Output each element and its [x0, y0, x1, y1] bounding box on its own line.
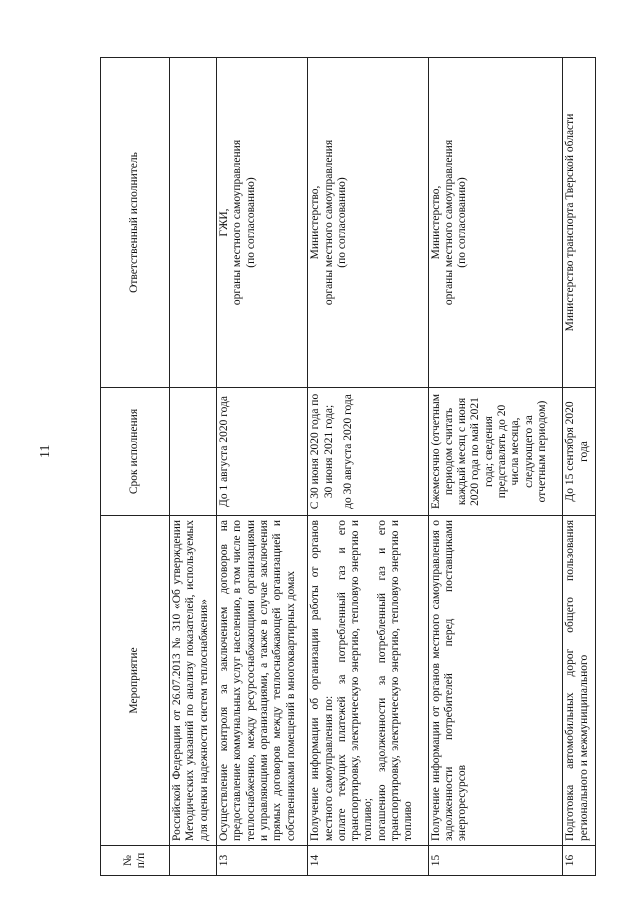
row-number	[170, 846, 217, 876]
row-number: 16	[563, 846, 596, 876]
row-term: Ежемесячно (отчетным периодом считать каждый месяц с июня 2020 года по май 2021 года; сведения представлять до 20 числа месяца, следующего за отчетным периодом)	[428, 388, 563, 516]
task-line: погашению задолженности за потребленный газ и его транспортировку, электрическую энергию, тепловую энергию и топливо	[375, 520, 415, 841]
header-number: № п/п	[101, 846, 170, 876]
row-term	[308, 388, 428, 516]
row-executor	[217, 58, 308, 388]
row-number: 14	[308, 846, 428, 876]
executor-line: Министерство,	[429, 185, 442, 260]
table-row	[308, 58, 428, 876]
row-executor	[170, 58, 217, 388]
page-number: 11	[38, 444, 53, 458]
executor-line: органы местного самоуправления	[442, 139, 455, 306]
table-row	[563, 58, 596, 876]
table-row	[428, 58, 563, 876]
executor-line: (по согласованию)	[456, 177, 469, 268]
term-line: С 30 июня 2020 года по 30 июня 2021 года;	[309, 393, 335, 510]
row-executor: Министерство транспорта Тверской области	[563, 58, 596, 388]
table-row	[170, 58, 217, 876]
executor-line: органы местного самоуправления	[231, 139, 244, 306]
table-header-row	[101, 58, 170, 876]
row-task: Осуществление контроля за заключением договоров на предоставление коммунальных услуг населению, в том числе по теплоснабжению, между ресурсоснабжающими организациями и управляющими организациями, а также в случае заключения прямых договоров между теплоснабжающей организацией и собственниками помещений в многоквартирных домах	[217, 516, 308, 846]
action-plan-table	[100, 57, 596, 876]
row-task: Российской Федерации от 26.07.2013 № 310 «Об утверждении Методических указаний по анализу показателей, используемых для оценки надежности систем теплоснабжения»	[170, 516, 217, 846]
header-term: Срок исполнения	[101, 388, 170, 516]
row-task: Подготовка автомобильных дорог общего пользования регионального и межмуниципального	[563, 516, 596, 846]
header-task: Мероприятие	[101, 516, 170, 846]
row-executor	[308, 58, 428, 388]
executor-line: ГЖИ,	[218, 208, 231, 237]
action-plan-sheet	[100, 58, 596, 876]
executor-line: Министерство,	[309, 185, 322, 260]
executor-line: (по согласованию)	[335, 177, 348, 268]
table-row	[217, 58, 308, 876]
row-executor	[428, 58, 563, 388]
row-term	[170, 388, 217, 516]
executor-line: (по согласованию)	[244, 177, 257, 268]
executor-line: органы местного самоуправления	[322, 139, 335, 306]
row-number: 15	[428, 846, 563, 876]
row-task	[308, 516, 428, 846]
task-line: оплате текущих платежей за потребленный газ и его транспортировку, электрическую энергию, тепловую энергию и топливо;	[335, 520, 375, 841]
header-executor: Ответственный исполнитель	[101, 58, 170, 388]
row-task: Получение информации от органов местного самоуправления о задолженности потребителей перед поставщиками энергоресурсов	[428, 516, 563, 846]
term-line: до 30 августа 2020 года	[341, 394, 354, 509]
row-term: До 15 сентября 2020 года	[563, 388, 596, 516]
task-line: Получение информации об организации работы от органов местного самоуправления по:	[309, 520, 335, 841]
row-term: До 1 августа 2020 года	[217, 388, 308, 516]
row-number: 13	[217, 846, 308, 876]
